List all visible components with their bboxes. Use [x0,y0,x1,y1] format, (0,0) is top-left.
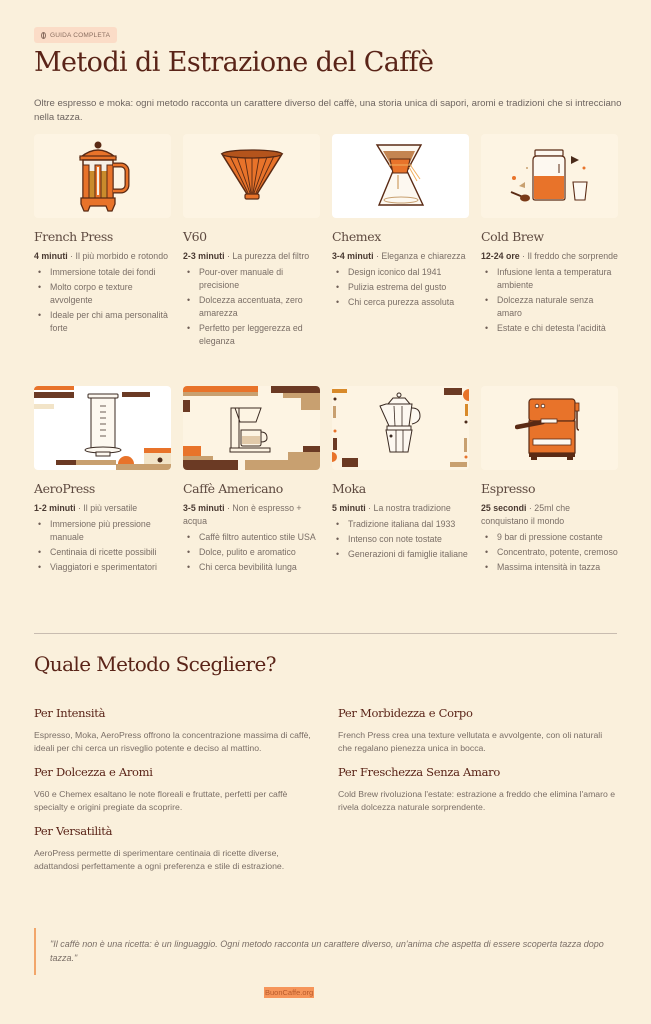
list-item: • Design iconico dal 1941 [332,266,469,279]
method-card-espresso [481,386,618,574]
french-press-icon [34,134,171,218]
drip-coffee-maker-icon [183,386,320,470]
section-divider [34,633,617,634]
method-tagline: · Eleganza e chiarezza [373,251,466,261]
list-item: • Intenso con note tostate [332,533,469,546]
block-heading: Per Intensità [34,706,106,720]
method-tagline: · Non è espresso + acqua [183,503,302,526]
block-heading: Per Dolcezza e Aromi [34,765,153,779]
method-time: 2-3 minuti [183,251,225,261]
v60-dripper-icon [183,134,320,218]
moka-pot-icon [332,386,469,470]
list-item: • Pour-over manuale di precisione [183,266,320,292]
list-item: • Immersione più pressione manuale [34,518,171,544]
list-item: • 9 bar di pressione costante [481,531,618,544]
methods-grid-row-1 [34,134,617,348]
block-heading: Per Versatilità [34,824,113,838]
list-item: • Perfetto per leggerezza ed eleganza [183,322,320,348]
method-points [183,531,320,574]
choose-block-versatility [34,824,314,873]
method-tagline: · 25ml che conquistano il mondo [481,503,570,526]
method-points [34,266,171,335]
choose-column-left [34,706,314,883]
block-heading: Per Morbidezza e Corpo [338,706,473,720]
method-time: 25 secondi [481,503,527,513]
method-time: 4 minuti [34,251,68,261]
method-summary [34,502,171,515]
method-points [34,518,171,574]
list-item: • Chi cerca bevibilità lunga [183,561,320,574]
method-name: Espresso [481,481,536,496]
method-tagline: · Il più versatile [75,503,138,513]
footer-link[interactable]: BuonCaffe.org [265,988,314,997]
method-tagline: · La purezza del filtro [224,251,310,261]
list-item: • Chi cerca purezza assoluta [332,296,469,309]
method-tagline: · Il più morbido e rotondo [67,251,168,261]
list-item: • Dolce, pulito e aromatico [183,546,320,559]
block-text: AeroPress permette di sperimentare centinaia di ricette diverse, adattandosi perfettamente a ogni preferenza e stile di estrazione. [34,848,285,871]
method-name: Moka [332,481,366,496]
method-summary [332,250,469,263]
list-item: • Pulizia estrema del gusto [332,281,469,294]
method-points [332,266,469,309]
list-item: • Dolcezza accentuata, zero amarezza [183,294,320,320]
list-item: • Generazioni di famiglie italiane [332,548,469,561]
method-tagline: · Il freddo che sorprende [519,251,618,261]
block-text: Cold Brew rivoluziona l'estate: estrazione a freddo che elimina l'amaro e rivela dolcezza naturale sorprendente. [338,789,616,812]
method-time: 5 minuti [332,503,366,513]
block-text: French Press crea una texture vellutata e avvolgente, con oli naturali che regalano pienezza unica in bocca. [338,730,603,753]
method-points [481,531,618,574]
method-time: 12-24 ore [481,251,520,261]
method-name: Caffè Americano [183,481,283,496]
method-card-chemex [332,134,469,348]
method-summary [332,502,469,515]
method-time: 1-2 minuti [34,503,76,513]
method-name: Chemex [332,229,381,244]
method-summary [481,250,618,263]
chemex-icon [332,134,469,218]
method-name: AeroPress [34,481,95,496]
page-title: Metodi di Estrazione del Caffè [34,47,434,78]
list-item: • Molto corpo e texture avvolgente [34,281,171,307]
choose-block-body [338,706,618,755]
list-item: • Caffè filtro autentico stile USA [183,531,320,544]
list-item: • Estate e chi detesta l'acidità [481,322,618,335]
list-item: • Ideale per chi ama personalità forte [34,309,171,335]
block-text: V60 e Chemex esaltano le note floreali e fruttate, perfetti per caffè specialty e origini pregiate da scoprire. [34,789,288,812]
method-card-aeropress [34,386,171,574]
list-item: • Infusione lenta a temperatura ambiente [481,266,618,292]
aeropress-icon [34,386,171,470]
method-time: 3-5 minuti [183,503,225,513]
method-tagline: · La nostra tradizione [365,503,451,513]
choose-block-intensity [34,706,314,755]
block-heading: Per Freschezza Senza Amaro [338,765,500,779]
method-points [183,266,320,348]
method-name: V60 [183,229,207,244]
choose-column-right [338,706,618,824]
methods-grid-row-2 [34,386,617,574]
espresso-machine-icon [481,386,618,470]
method-card-americano [183,386,320,574]
method-name: Cold Brew [481,229,544,244]
method-card-v60 [183,134,320,348]
method-summary [183,502,320,528]
closing-quote: "Il caffè non è una ricetta: è un linguaggio. Ogni metodo racconta un carattere diverso, un'anima che aspetta di essere scoperta tazza dopo tazza." [34,928,617,975]
list-item: • Tradizione italiana dal 1933 [332,518,469,531]
cold-brew-jar-icon [481,134,618,218]
list-item: • Immersione totale dei fondi [34,266,171,279]
section-title-choose: Quale Metodo Scegliere? [34,652,276,676]
block-text: Espresso, Moka, AeroPress offrono la concentrazione massima di caffè, ideali per chi cerca un risveglio potente e deciso al mattino. [34,730,311,753]
coffee-bean-icon [41,32,46,39]
choose-block-sweetness [34,765,314,814]
choose-block-freshness [338,765,618,814]
method-time: 3-4 minuti [332,251,374,261]
method-points [481,266,618,335]
method-card-moka [332,386,469,574]
method-points [332,518,469,561]
guide-badge [34,27,117,43]
method-summary [34,250,171,263]
list-item: • Massima intensità in tazza [481,561,618,574]
list-item: • Centinaia di ricette possibili [34,546,171,559]
method-summary [183,250,320,263]
list-item: • Concentrato, potente, cremoso [481,546,618,559]
list-item: • Viaggiatori e sperimentatori [34,561,171,574]
method-card-cold-brew [481,134,618,348]
method-name: French Press [34,229,113,244]
method-summary [481,502,618,528]
list-item: • Dolcezza naturale senza amaro [481,294,618,320]
badge-label: GUIDA COMPLETA [50,31,111,39]
intro-text: Oltre espresso e moka: ogni metodo racconta un carattere diverso del caffè, una storia unica di sapori, aromi e tradizioni che si intrecciano nella tazza. [34,98,622,123]
method-card-french-press [34,134,171,348]
